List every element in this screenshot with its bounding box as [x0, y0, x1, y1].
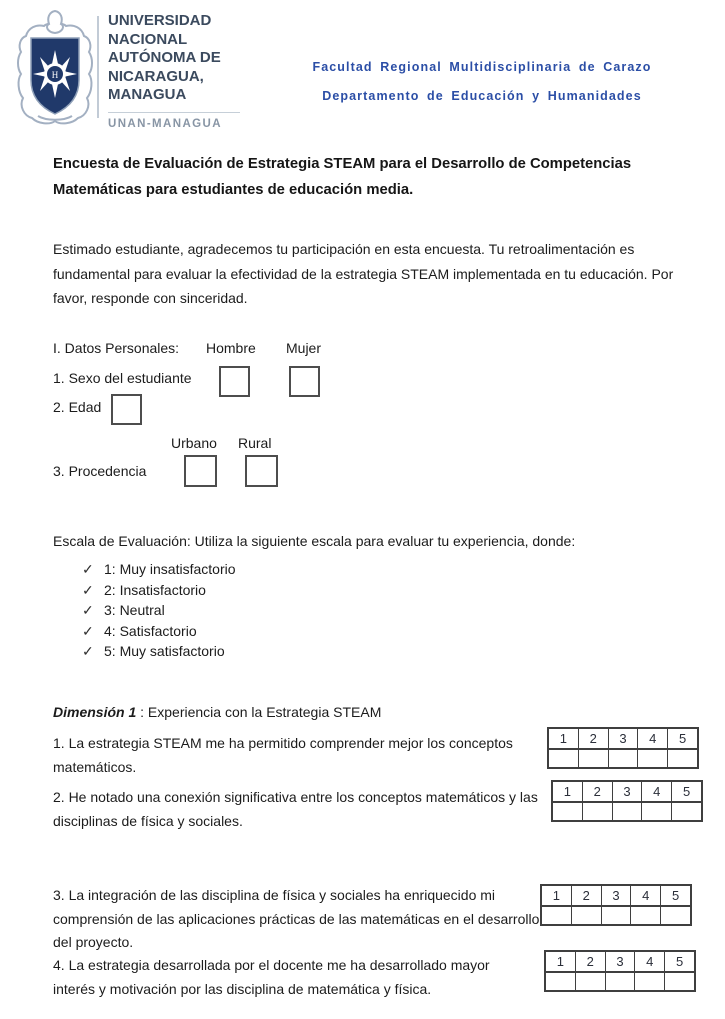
rating-answer-cell[interactable]: [671, 803, 701, 820]
faculty-line1: Facultad Regional Multidisciplinaria de Carazo: [312, 60, 652, 74]
scale-item: [82, 559, 236, 580]
sex-female-label: Mujer: [286, 340, 322, 356]
origin-urban-checkbox[interactable]: [184, 455, 217, 487]
scale-item: [82, 621, 236, 642]
sex-female-checkbox[interactable]: [289, 366, 320, 397]
rating-answer-cell[interactable]: [575, 973, 605, 990]
rating-header-cell: 3: [601, 886, 631, 905]
rating-header-cell: 5: [660, 886, 690, 905]
checkmark-icon: ✓: [82, 561, 94, 577]
scale-item-label: 3: Neutral: [104, 602, 165, 618]
survey-title: Encuesta de Evaluación de Estrategia STEAM para el Desarrollo de Competencias Matemáticas para estudiantes de educación media.: [53, 156, 632, 198]
rating-answer-cell[interactable]: [546, 973, 575, 990]
rating-answer-cell[interactable]: [630, 907, 660, 924]
rating-answer-cell[interactable]: [634, 973, 664, 990]
sex-male-checkbox[interactable]: [219, 366, 250, 397]
rating-header-cell: 5: [671, 782, 701, 801]
scale-item-label: 5: Muy satisfactorio: [104, 643, 225, 659]
rating-header-cell: 1: [552, 888, 561, 903]
faculty-heading: [262, 60, 702, 103]
rating-header-cell: 3: [605, 952, 635, 971]
checkmark-icon: ✓: [82, 581, 94, 598]
rating-answer-cell[interactable]: [571, 907, 601, 924]
rating-answer-cell[interactable]: [578, 750, 608, 767]
rating-table-q2: [551, 780, 703, 822]
rating-header-cell: 2: [571, 886, 601, 905]
scale-item-label: 2: Insatisfactorio: [104, 581, 206, 598]
intro-paragraph: Estimado estudiante, agradecemos tu participación en esta encuesta. Tu retroalimentación es fundamental para evaluar la efectividad de la estrategia STEAM implementada en tu educación. Por favor, responde con sinceridad.: [53, 241, 674, 306]
rating-answer-cell[interactable]: [608, 750, 638, 767]
scale-item: [82, 580, 236, 601]
logo-divider: [97, 16, 99, 118]
age-checkbox[interactable]: [111, 394, 142, 425]
rating-answer-cell[interactable]: [637, 750, 667, 767]
rating-answer-cell[interactable]: [660, 907, 690, 924]
checkmark-icon: ✓: [82, 622, 94, 639]
question-1-text: 1. La estrategia STEAM me ha permitido comprender mejor los conceptos matemáticos.: [53, 735, 513, 775]
rating-header-cell: 5: [664, 952, 694, 971]
checkmark-icon: ✓: [82, 643, 94, 659]
rating-answer-cell[interactable]: [601, 907, 631, 924]
rating-header-cell: 4: [641, 782, 671, 801]
rating-answer-cell[interactable]: [542, 907, 571, 924]
rating-header-cell: 4: [634, 952, 664, 971]
rating-answer-cell[interactable]: [664, 973, 694, 990]
svg-text:H: H: [51, 70, 59, 80]
rating-answer-cell[interactable]: [553, 803, 582, 820]
scale-intro: Escala de Evaluación: Utiliza la siguiente escala para evaluar tu experiencia, donde:: [53, 533, 576, 549]
rating-header-cell: 1: [556, 954, 565, 969]
dimension1-title: : Experiencia con la Estrategia STEAM: [136, 704, 382, 720]
university-name-line: MANAGUA: [108, 86, 187, 103]
university-name: [108, 12, 248, 105]
scale-item: [82, 641, 236, 662]
rating-header-cell: 4: [630, 886, 660, 905]
personal-data-section-label: I. Datos Personales:: [53, 340, 180, 356]
origin-rural-checkbox[interactable]: [245, 455, 278, 487]
university-name-line: NICARAGUA,: [108, 67, 204, 85]
university-name-line: UNIVERSIDAD: [108, 12, 212, 29]
rating-header-cell: 3: [612, 782, 642, 801]
rating-header-cell: 2: [575, 952, 605, 971]
question-2-text: 2. He notado una conexión significativa entre los conceptos matemáticos y las disciplinas de física y sociales.: [53, 789, 538, 829]
origin-question-label: 3. Procedencia: [53, 463, 147, 479]
rating-answer-cell[interactable]: [612, 803, 642, 820]
rating-header-cell: 3: [608, 729, 638, 748]
rating-header-cell: 4: [637, 729, 667, 748]
origin-rural-label: Rural: [238, 435, 272, 451]
sex-question-label: 1. Sexo del estudiante: [53, 370, 192, 386]
checkmark-icon: ✓: [82, 602, 94, 618]
rating-table-q4: [544, 950, 696, 992]
scale-item-label: 1: Muy insatisfactorio: [104, 561, 236, 577]
dimension1-heading: [53, 704, 381, 720]
rating-header-cell: 2: [578, 729, 608, 748]
rating-answer-cell[interactable]: [605, 973, 635, 990]
rating-header-cell: 2: [582, 782, 612, 801]
origin-urban-label: Urbano: [171, 435, 217, 451]
dimension1-label: Dimensión 1: [53, 704, 137, 720]
sex-male-label: Hombre: [206, 340, 256, 356]
rating-header-cell: 1: [559, 731, 568, 746]
rating-answer-cell[interactable]: [582, 803, 612, 820]
question-3-text: 3. La integración de las disciplina de física y sociales ha enriquecido mi comprensión de las aplicaciones prácticas de las matemáticas en el desarrollo del proyecto.: [53, 887, 540, 950]
question-4-text: 4. La estrategia desarrollada por el docente me ha desarrollado mayor interés y motivación por las disciplina de matemática y física.: [53, 957, 490, 997]
university-acronym: UNAN-MANAGUA: [108, 112, 240, 130]
age-question-label: 2. Edad: [53, 399, 102, 415]
faculty-line2: Departamento de Educación y Humanidades: [322, 89, 642, 103]
rating-table-q3: [540, 884, 692, 926]
scale-list: [82, 559, 236, 662]
university-logo: [16, 8, 94, 128]
rating-answer-cell[interactable]: [549, 750, 578, 767]
rating-answer-cell[interactable]: [667, 750, 697, 767]
rating-table-q1: [547, 727, 699, 769]
university-name-line: NACIONAL: [108, 30, 188, 48]
rating-header-cell: 5: [667, 729, 697, 748]
rating-answer-cell[interactable]: [641, 803, 671, 820]
university-name-line: AUTÓNOMA DE: [108, 49, 221, 66]
rating-header-cell: 1: [563, 784, 572, 799]
scale-item: [82, 600, 236, 621]
scale-item-label: 4: Satisfactorio: [104, 622, 197, 639]
